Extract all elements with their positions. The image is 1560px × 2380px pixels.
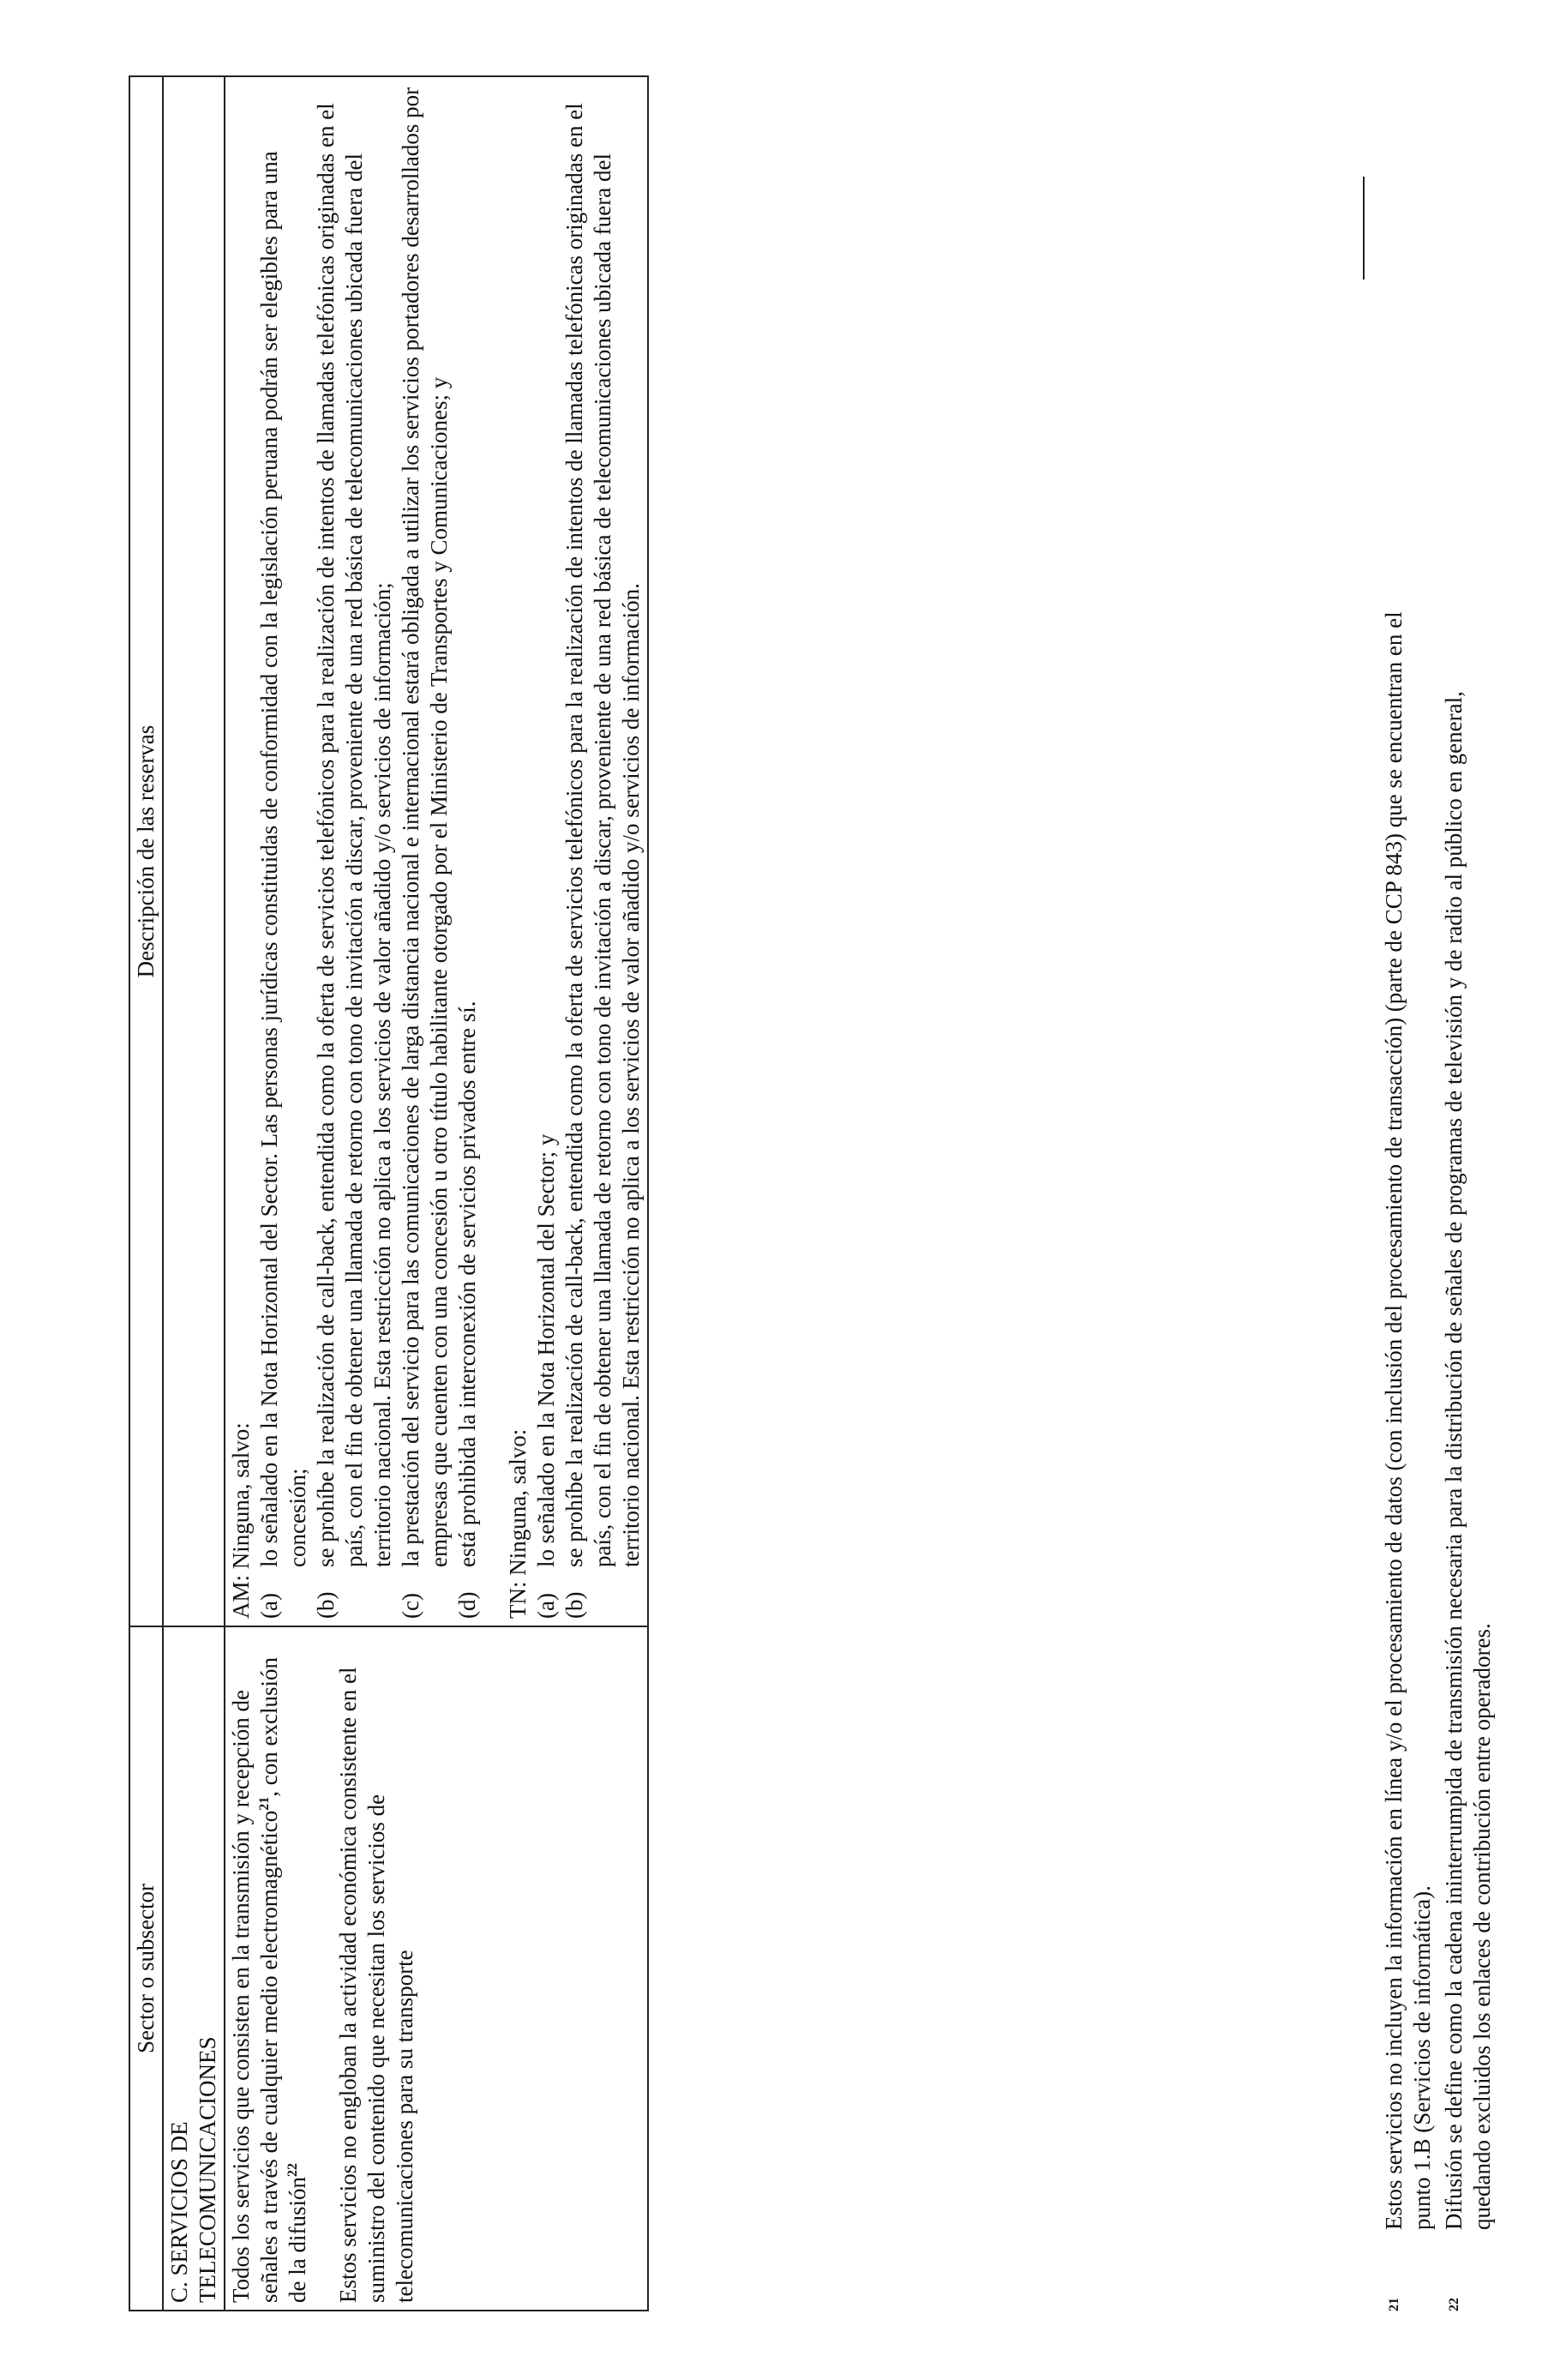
am-item: (c) la prestación del servicio para las comunicaciones de larga distancia nacional e internacional estará obligada a utilizar los servicios portadores desarrollados por empresas que cuenten con una concesión u otro título habilitante otorgado por el Ministerio de Transportes y Comunicaciones; y <box>398 87 452 1619</box>
am-item: (d) está prohibida la interconexión de servicios privados entre sí. <box>454 1001 480 1619</box>
footnote-divider <box>1363 177 1365 279</box>
empty-cell <box>163 76 225 1626</box>
section-title <box>163 1626 225 2311</box>
footnote-ref-21: 21 <box>257 1796 272 1811</box>
tn-item: (b) se prohíbe la realización de call-back, entendida como la oferta de servicios telefónicos para la realización de intentos de llamadas telefónicas originadas en el país, con el fin de obtener una llamada de retorno con tono de invitación a discar, proveniente de una red básica de telecomunicaciones ubicada fuera del territorio nacional. Esta restricción no aplica a los servicios de valor añadido y/o servicios de información. <box>561 103 644 1619</box>
header-sector: Sector o subsector <box>129 1626 163 2311</box>
content-row <box>225 76 648 2311</box>
tn-intro: TN: Ninguna, salvo: <box>505 1428 531 1619</box>
am-intro: AM: Ninguna, salvo: <box>228 1422 254 1619</box>
description-cell <box>225 76 648 1626</box>
section-title-line1: C. SERVICIOS DE <box>166 2121 192 2303</box>
scope-paragraph-2: Estos servicios no engloban la actividad económica consistente en el suministro del contenido que necesitan los servicios de telecomunicaciones para su transporte <box>335 1667 417 2303</box>
reservations-table <box>129 75 649 2311</box>
am-item: (a) lo señalado en la Nota Horizontal del Sector. Las personas jurídicas constituidas de conformidad con la legislación peruana podrán ser elegibles para una concesión; <box>256 151 310 1619</box>
scope-paragraph-1: Todos los servicios que consisten en la transmisión y recepción de señales a través de cualquier medio electromagnético$^{21}$, con exclusión de la difusión$^{22}$ <box>228 1657 310 2303</box>
am-item: (b) se prohíbe la realización de call-back, entendida como la oferta de servicios telefónicos para la realización de intentos de llamadas telefónicas originadas en el país, con el fin de obtener una llamada de retorno con tono de invitación a discar, proveniente de una red básica de telecomunicaciones ubicada fuera del territorio nacional. Esta restricción no aplica a los servicios de valor añadido y/o servicios de información; <box>313 103 395 1619</box>
section-title-row <box>163 76 225 2311</box>
table-header-row <box>129 76 163 2311</box>
footnote-21: 21 Estos servicios no incluyen la información en línea y/o el procesamiento de datos (con inclusión del procesamiento de transacción) (parte de CCP 843) que se encuentran en el punto 1.B (Servicios de informática). <box>1381 611 1435 2311</box>
tn-item: (a) lo señalado en la Nota Horizontal del Sector; y <box>533 1133 559 1619</box>
sector-scope-cell <box>225 1626 648 2311</box>
section-title-line2: TELECOMUNICACIONES <box>195 2036 220 2303</box>
footnote-22: 22 Difusión se define como la cadena ininterrumpida de transmisión necesaria para la distribución de señales de programas de televisión y de radio al público en general, quedando excluidos los enlaces de contribución entre operadores. <box>1441 691 1495 2311</box>
footnote-ref-22: 22 <box>285 2163 300 2178</box>
header-description: Descripción de las reservas <box>129 76 163 1626</box>
